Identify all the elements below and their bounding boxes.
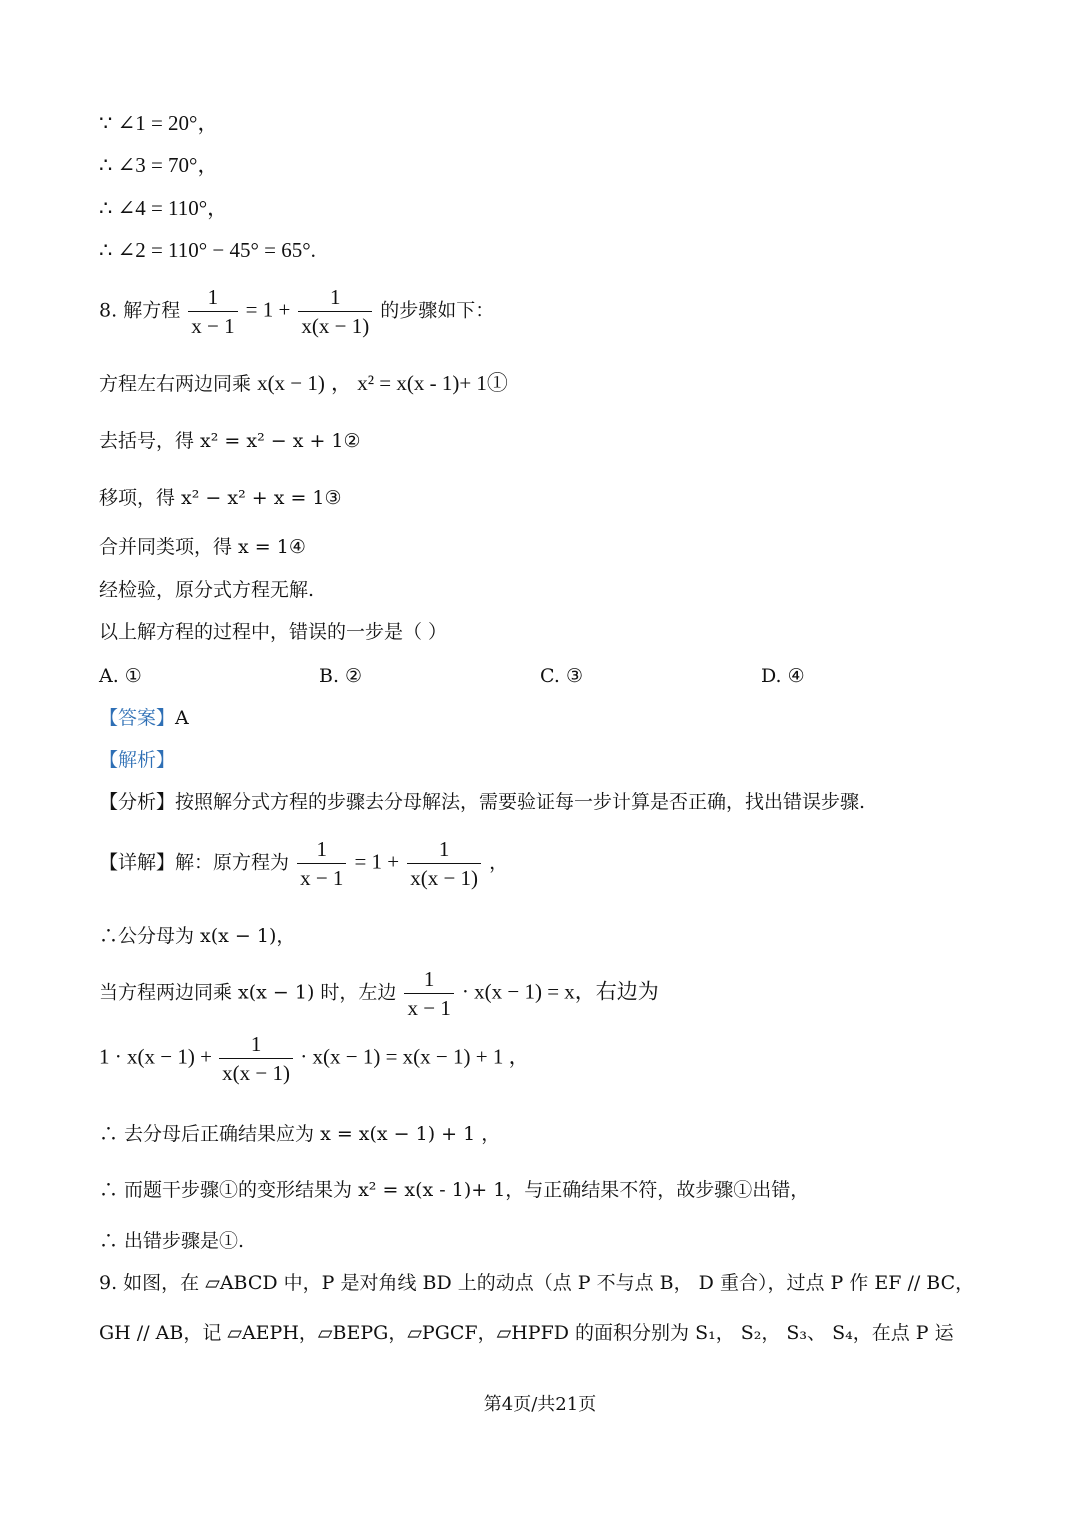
solution-line-2: ∴ ∠3 = 70°， <box>99 153 219 177</box>
question-prompt: 以上解方程的过程中，错误的一步是（ ） <box>99 621 448 643</box>
question-9-line-1: 9. 如图，在 ▱ABCD 中，P 是对角线 BD 上的动点（点 P 不与点 B， D 重合），过点 P 作 EF // BC， <box>99 1272 975 1294</box>
answer-line <box>99 703 189 733</box>
fraction: $\frac{1}{x(x - 1)}$ <box>298 283 372 340</box>
fraction: $\frac{1}{x(x - 1)}$ <box>407 835 481 892</box>
check-note: 经检验，原分式方程无解. <box>99 579 315 601</box>
common-denominator: ∴公分母为 x(x − 1)， <box>99 925 296 947</box>
correct-result: ∴ 去分母后正确结果应为 x = x(x − 1) + 1 ， <box>99 1123 501 1145</box>
step-4: 合并同类项，得 x = 1④ <box>99 536 306 558</box>
fraction: $\frac{1}{x - 1}$ <box>188 283 237 340</box>
question-number: 8. <box>99 299 118 322</box>
fraction: $\frac{1}{x(x - 1)}$ <box>219 1030 293 1087</box>
answer-value: A <box>175 707 189 729</box>
option-c: C. ③ <box>540 665 583 687</box>
solution-line-3: ∴ ∠4 = 110°， <box>99 196 229 220</box>
fraction: $\frac{1}{x - 1}$ <box>297 835 346 892</box>
conclusion: ∴ 出错步骤是①. <box>99 1230 245 1252</box>
fraction: $\frac{1}{x - 1}$ <box>404 965 453 1022</box>
question-8-stem: 8. 解方程 $\frac{1}{x - 1}$ = 1 + $\frac{1}{x(x - 1)}$ 的步骤如下： <box>99 285 495 338</box>
mismatch-note: ∴ 而题干步骤①的变形结果为 x² = x(x - 1)+ 1，与正确结果不符，故步骤①出错， <box>99 1179 810 1201</box>
analysis-line: 【分析】按照解分式方程的步骤去分母解法，需要验证每一步计算是否正确，找出错误步骤. <box>99 791 866 813</box>
page-footer: 第4页/共21页 <box>483 1394 597 1415</box>
step-2: 去括号，得 x² = x² − x + 1② <box>99 430 361 452</box>
question-9-line-2: GH // AB，记 ▱AEPH，▱BEPG，▱PGCF，▱HPFD 的面积分别为 S₁， S₂， S₃、 S₄，在点 P 运 <box>99 1322 954 1344</box>
option-b: B. ② <box>319 665 363 687</box>
detail-line: 【详解】解：原方程为 $\frac{1}{x - 1}$ = 1 + $\frac{1}{x(x - 1)}$ ， <box>99 837 509 890</box>
left-side-line: 当方程两边同乘 x(x − 1) 时，左边 $\frac{1}{x - 1}$ · x(x − 1) = x，右边为 <box>99 967 659 1020</box>
step-1: 方程左右两边同乘 x(x − 1) ， x² = x(x - 1)+ 1① <box>99 371 508 395</box>
step-3: 移项，得 x² − x² + x = 1③ <box>99 487 342 509</box>
right-side-line: 1 · x(x − 1) + $\frac{1}{x(x - 1)}$ · x(x − 1) = x(x − 1) + 1 ， <box>99 1032 530 1085</box>
option-d: D. ④ <box>761 665 805 687</box>
solution-line-1: ∵ ∠1 = 20°， <box>99 111 219 135</box>
solution-line-4: ∴ ∠2 = 110° − 45° = 65°. <box>99 238 316 262</box>
answer-label: 【答案】 <box>99 707 176 729</box>
analysis-heading: 【解析】 <box>99 749 176 771</box>
option-a: A. ① <box>99 665 142 687</box>
